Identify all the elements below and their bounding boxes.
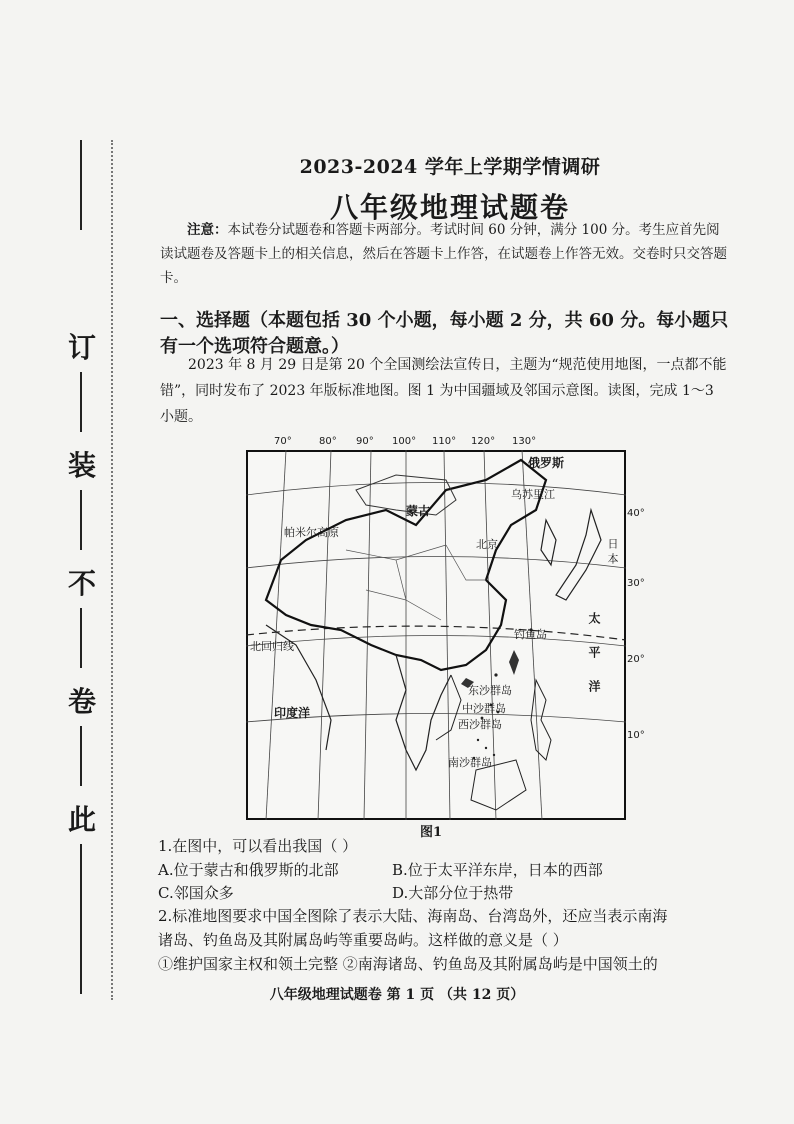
cut-line	[111, 140, 113, 1000]
map-graphic	[246, 450, 626, 820]
map-label-russia: 俄罗斯	[528, 456, 565, 470]
map-label-tropic: 北回归线	[250, 640, 294, 653]
lon-label: 70°	[274, 436, 292, 447]
map-label-dongsha: 东沙群岛	[468, 684, 512, 697]
exam-term-title: 2023-2024 学年上学期学情调研	[299, 156, 601, 178]
section-heading: 一、选择题（本题包括 30 个小题，每小题 2 分，共 60 分。每小题只有一个选项符合题意。）	[160, 310, 729, 357]
lat-label: 30°	[627, 578, 645, 589]
question-1-option-b: B.位于太平洋东岸，日本的西部	[392, 861, 603, 879]
map-label-nansha: 南沙群岛	[448, 756, 492, 769]
binding-char: 不	[67, 567, 96, 600]
longitude-labels	[246, 436, 626, 450]
binding-line	[80, 608, 82, 668]
lat-label: 10°	[627, 730, 645, 741]
lon-label: 80°	[319, 436, 337, 447]
binding-line	[80, 726, 82, 786]
lat-label: 20°	[627, 654, 645, 665]
map-label-indian-ocean: 印度洋	[274, 706, 311, 720]
map-label-xisha: 西沙群岛	[458, 718, 502, 731]
binding-line	[80, 844, 82, 994]
binding-char: 订	[67, 331, 96, 364]
question-1-stem: 1.在图中，可以看出我国（ ）	[158, 837, 358, 855]
question-intro: 2023 年 8 月 29 日是第 20 个全国测绘法宣传日，主题为“规范使用地图，一点都不能错”，同时发布了 2023 年版标准地图。图 1 为中国疆域及邻国示意图。读图，完成 1～3 小题。	[160, 357, 727, 425]
lon-label: 100°	[392, 436, 417, 447]
notice-paragraph	[160, 218, 730, 290]
notice-text: 本试卷分试题卷和答题卡两部分。考试时间 60 分钟，满分 100 分。考生应首先阅读试题卷及答题卡上的相关信息，然后在答题卡上作答，在试题卷上作答无效。交卷时只交答题卡。	[160, 222, 727, 286]
notice-label: 注意：	[187, 222, 228, 238]
map-label-japan: 日本	[606, 538, 619, 568]
map-label-pacific: 太平洋	[587, 612, 601, 714]
map-label-beijing: 北京	[476, 538, 498, 551]
binding-char: 装	[67, 449, 96, 482]
question-1-option-a: A.位于蒙古和俄罗斯的北部	[158, 861, 339, 879]
lon-label: 120°	[471, 436, 496, 447]
china-map-figure	[246, 450, 626, 820]
lon-label: 110°	[432, 436, 457, 447]
map-label-pamir: 帕米尔高原	[284, 526, 339, 539]
map-label-diaoyu: 钓鱼岛	[514, 628, 547, 641]
question-1-option-c: C.邻国众多	[158, 884, 234, 902]
binding-char: 此	[67, 803, 96, 836]
binding-line	[80, 490, 82, 550]
lon-label: 90°	[356, 436, 374, 447]
page-footer: 八年级地理试题卷 第 1 页 （共 12 页）	[269, 987, 525, 1003]
binding-char: 卷	[67, 685, 96, 718]
question-2-statements: ①维护国家主权和领土完整 ②南海诸岛、钓鱼岛及其附属岛屿是中国领土的	[158, 955, 658, 973]
lat-label: 40°	[627, 508, 645, 519]
question-2-stem-cont: 诸岛、钓鱼岛及其附属岛屿等重要岛屿。这样做的意义是（ ）	[158, 931, 568, 949]
question-2-stem: 2.标准地图要求中国全图除了表示大陆、海南岛、台湾岛外，还应当表示南海	[158, 907, 668, 925]
map-label-river: 乌苏里江	[511, 488, 555, 501]
map-label-zhongsha: 中沙群岛	[462, 702, 506, 715]
map-label-mongolia: 蒙古	[406, 504, 431, 518]
binding-margin	[62, 140, 102, 1000]
lon-label: 130°	[512, 436, 537, 447]
exam-main-title: 八年级地理试题卷	[329, 191, 570, 224]
binding-line	[80, 140, 82, 230]
figure-caption: 图1	[420, 825, 443, 840]
binding-line	[80, 372, 82, 432]
question-1-option-d: D.大部分位于热带	[392, 884, 514, 902]
